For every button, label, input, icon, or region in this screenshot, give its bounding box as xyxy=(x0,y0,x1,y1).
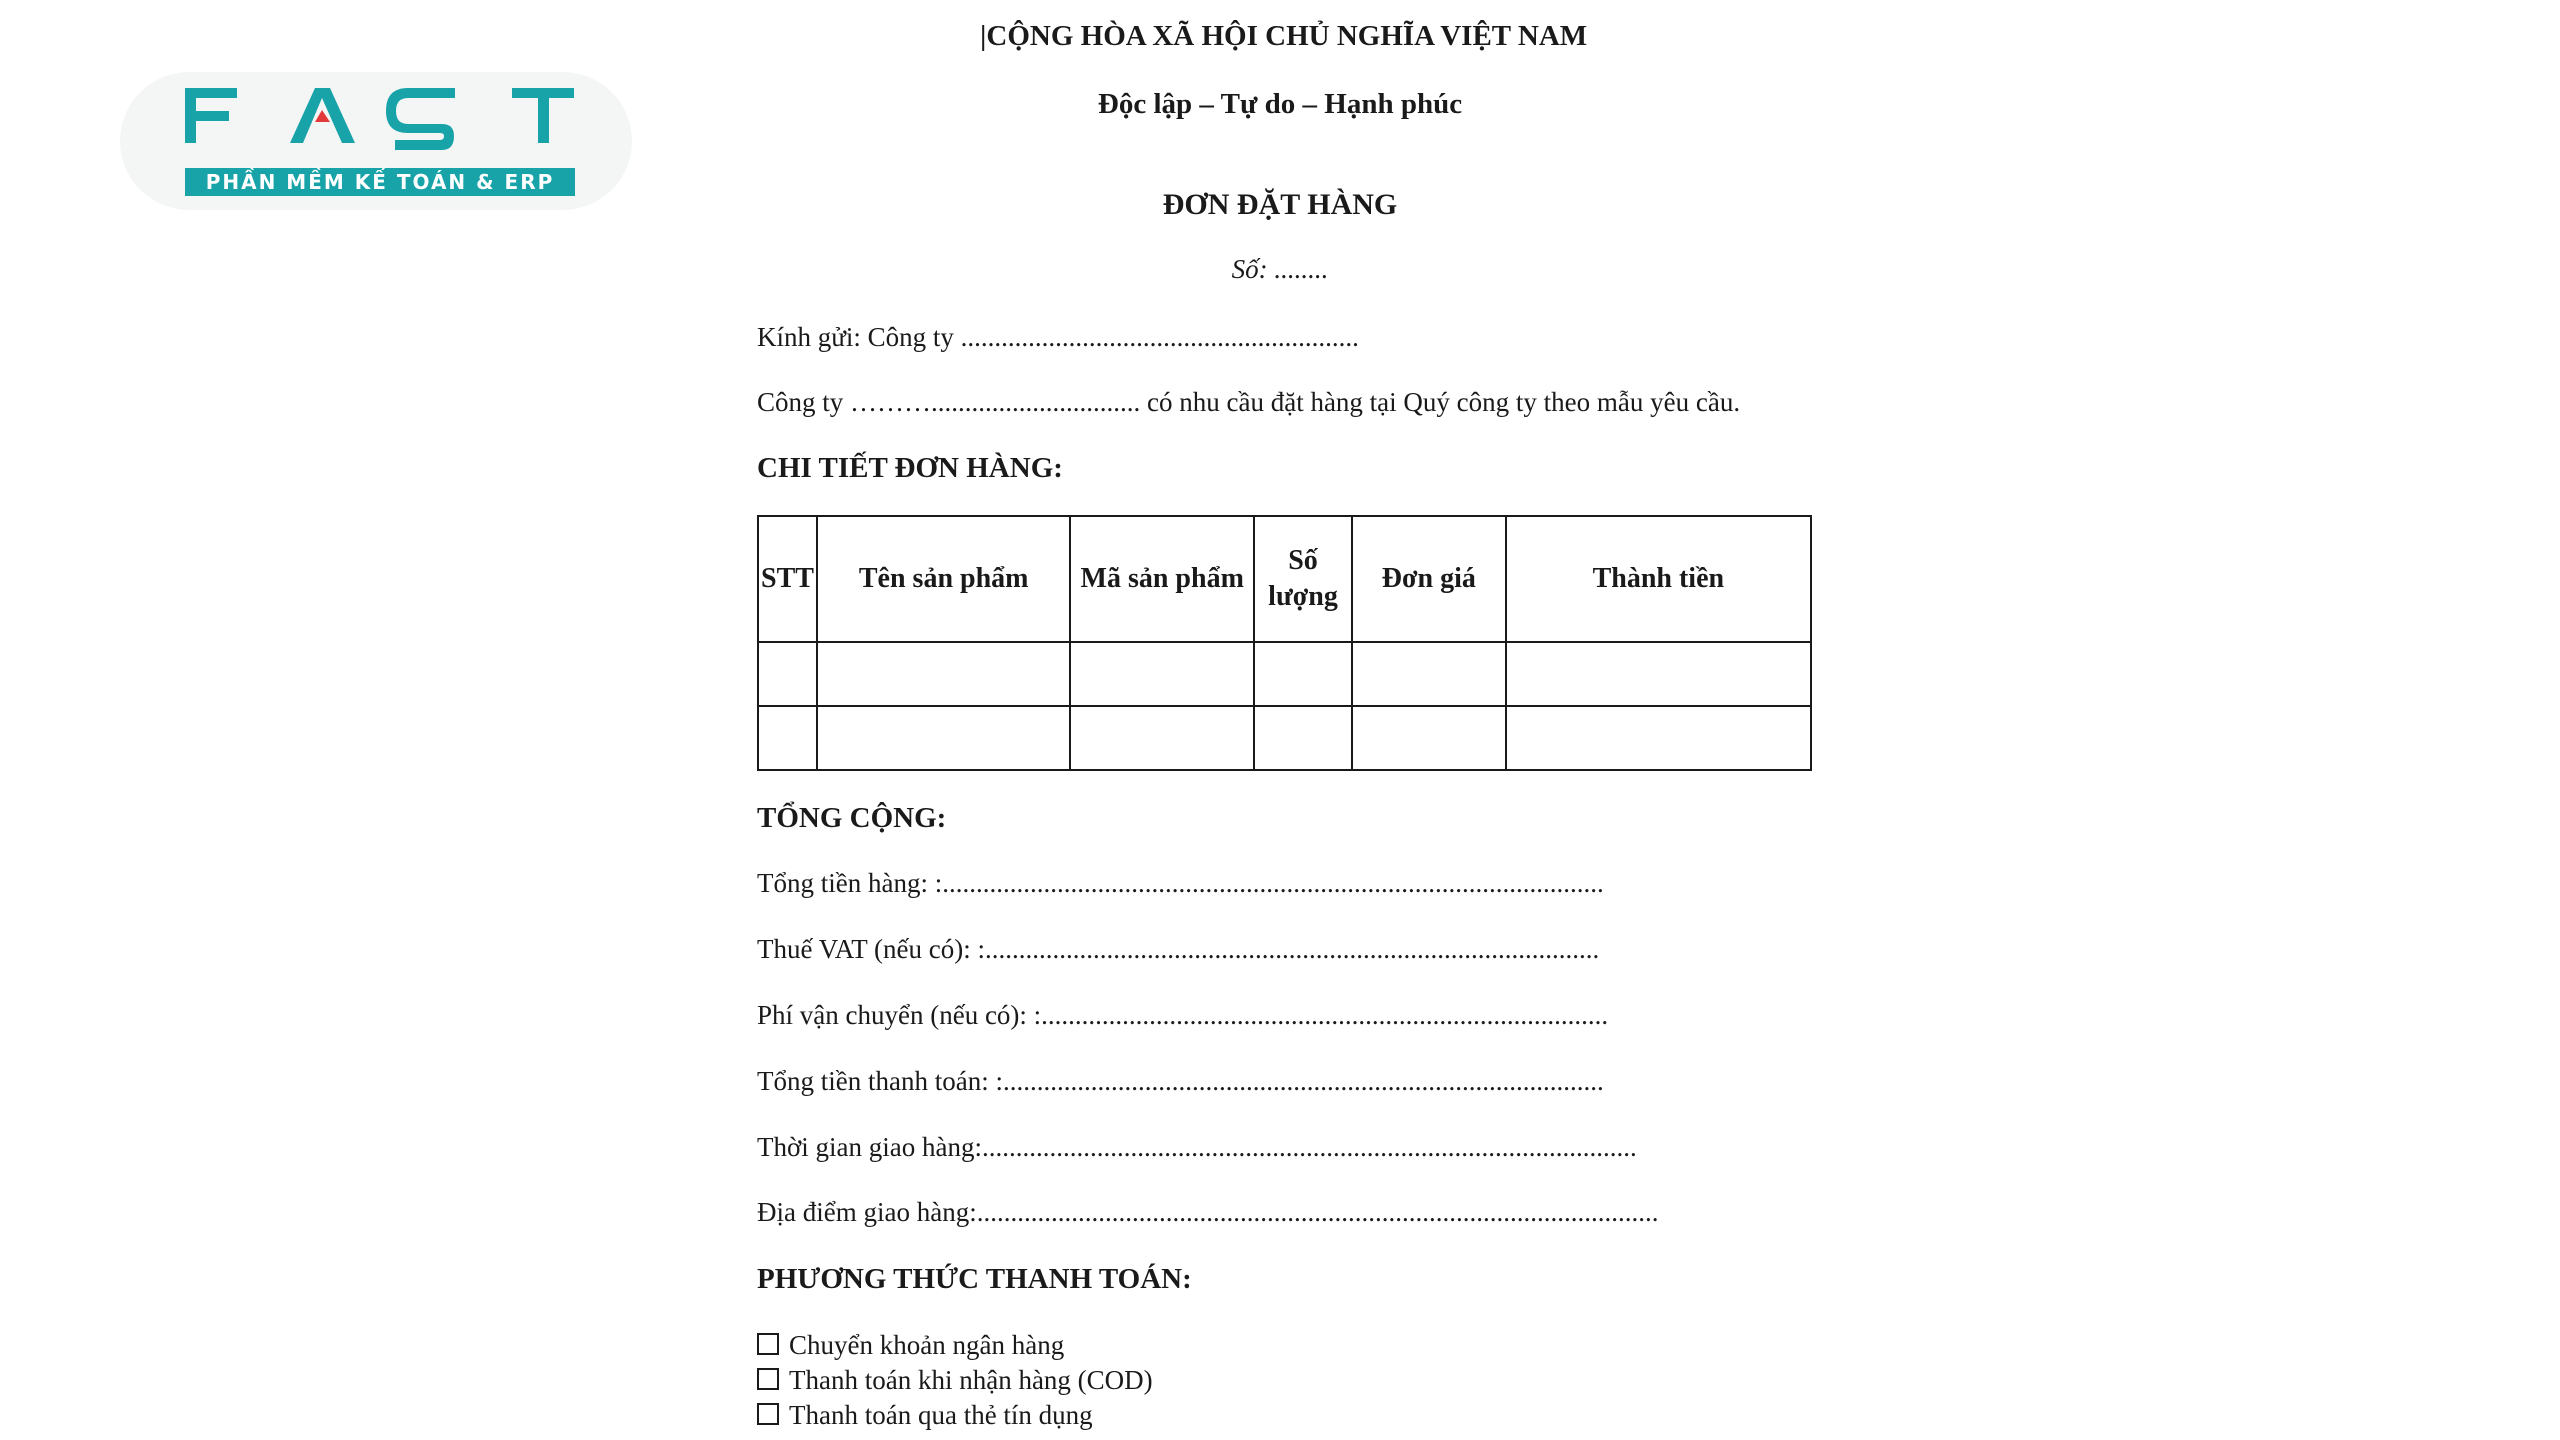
order-details-table xyxy=(757,515,1812,771)
intro-line: Công ty ………............................... có nhu cầu đặt hàng tại Quý công ty theo mẫu yêu cầu. xyxy=(757,387,1741,417)
checkbox-icon[interactable] xyxy=(757,1368,779,1390)
table-cell[interactable] xyxy=(817,706,1070,770)
payment-option-label: Thanh toán khi nhận hàng (COD) xyxy=(789,1365,1153,1395)
delivery-time-line: Thời gian giao hàng:................................................................................................. xyxy=(757,1132,1637,1162)
national-motto: Độc lập – Tự do – Hạnh phúc xyxy=(1097,88,1463,120)
column-header-product-code: Mã sản phẩm xyxy=(1070,516,1254,642)
checkbox-icon[interactable] xyxy=(757,1333,779,1355)
table-cell[interactable] xyxy=(758,706,817,770)
total-goods-line: Tổng tiền hàng: :.................................................................................................. xyxy=(757,868,1604,898)
recipient-line: Kính gửi: Công ty ........................................................... xyxy=(757,322,1359,352)
payment-option-bank-transfer[interactable] xyxy=(757,1330,1064,1361)
table-cell[interactable] xyxy=(1254,706,1352,770)
table-cell[interactable] xyxy=(1506,706,1811,770)
column-header-unit-price: Đơn giá xyxy=(1352,516,1506,642)
column-header-quantity: Số lượng xyxy=(1254,516,1352,642)
column-header-stt: STT xyxy=(758,516,817,642)
table-cell[interactable] xyxy=(1352,706,1506,770)
totals-heading: TỔNG CỘNG: xyxy=(757,802,947,834)
table-cell[interactable] xyxy=(1254,642,1352,706)
order-details-heading: CHI TIẾT ĐƠN HÀNG: xyxy=(757,452,1063,484)
national-title: |CỘNG HÒA XÃ HỘI CHỦ NGHĨA VIỆT NAM xyxy=(980,20,1588,52)
payment-option-label: Thanh toán qua thẻ tín dụng xyxy=(789,1400,1093,1430)
delivery-location-line: Địa điểm giao hàng:..................................................................................................... xyxy=(757,1197,1659,1227)
payment-option-cod[interactable] xyxy=(757,1365,1153,1396)
table-cell[interactable] xyxy=(758,642,817,706)
payment-method-heading: PHƯƠNG THỨC THANH TOÁN: xyxy=(757,1263,1192,1295)
checkbox-icon[interactable] xyxy=(757,1403,779,1425)
document-number: Số: ........ xyxy=(1231,254,1329,284)
total-payment-line: Tổng tiền thanh toán: :......................................................................................... xyxy=(757,1066,1604,1096)
payment-option-credit-card[interactable] xyxy=(757,1400,1093,1431)
table-cell[interactable] xyxy=(1352,642,1506,706)
table-cell[interactable] xyxy=(817,642,1070,706)
table-cell[interactable] xyxy=(1070,642,1254,706)
table-row xyxy=(758,642,1811,706)
table-cell[interactable] xyxy=(1506,642,1811,706)
shipping-fee-line: Phí vận chuyển (nếu có): :.................................................................................... xyxy=(757,1000,1609,1030)
document-title: ĐƠN ĐẶT HÀNG xyxy=(1162,188,1398,221)
column-header-amount: Thành tiền xyxy=(1506,516,1811,642)
table-header-row xyxy=(758,516,1811,642)
vat-line: Thuế VAT (nếu có): :........................................................................................... xyxy=(757,934,1600,964)
table-row xyxy=(758,706,1811,770)
table-cell[interactable] xyxy=(1070,706,1254,770)
payment-option-label: Chuyển khoản ngân hàng xyxy=(789,1330,1065,1360)
fast-logo-tagline: PHẦN MỀM KẾ TOÁN & ERP xyxy=(205,170,555,194)
column-header-product-name: Tên sản phẩm xyxy=(817,516,1070,642)
